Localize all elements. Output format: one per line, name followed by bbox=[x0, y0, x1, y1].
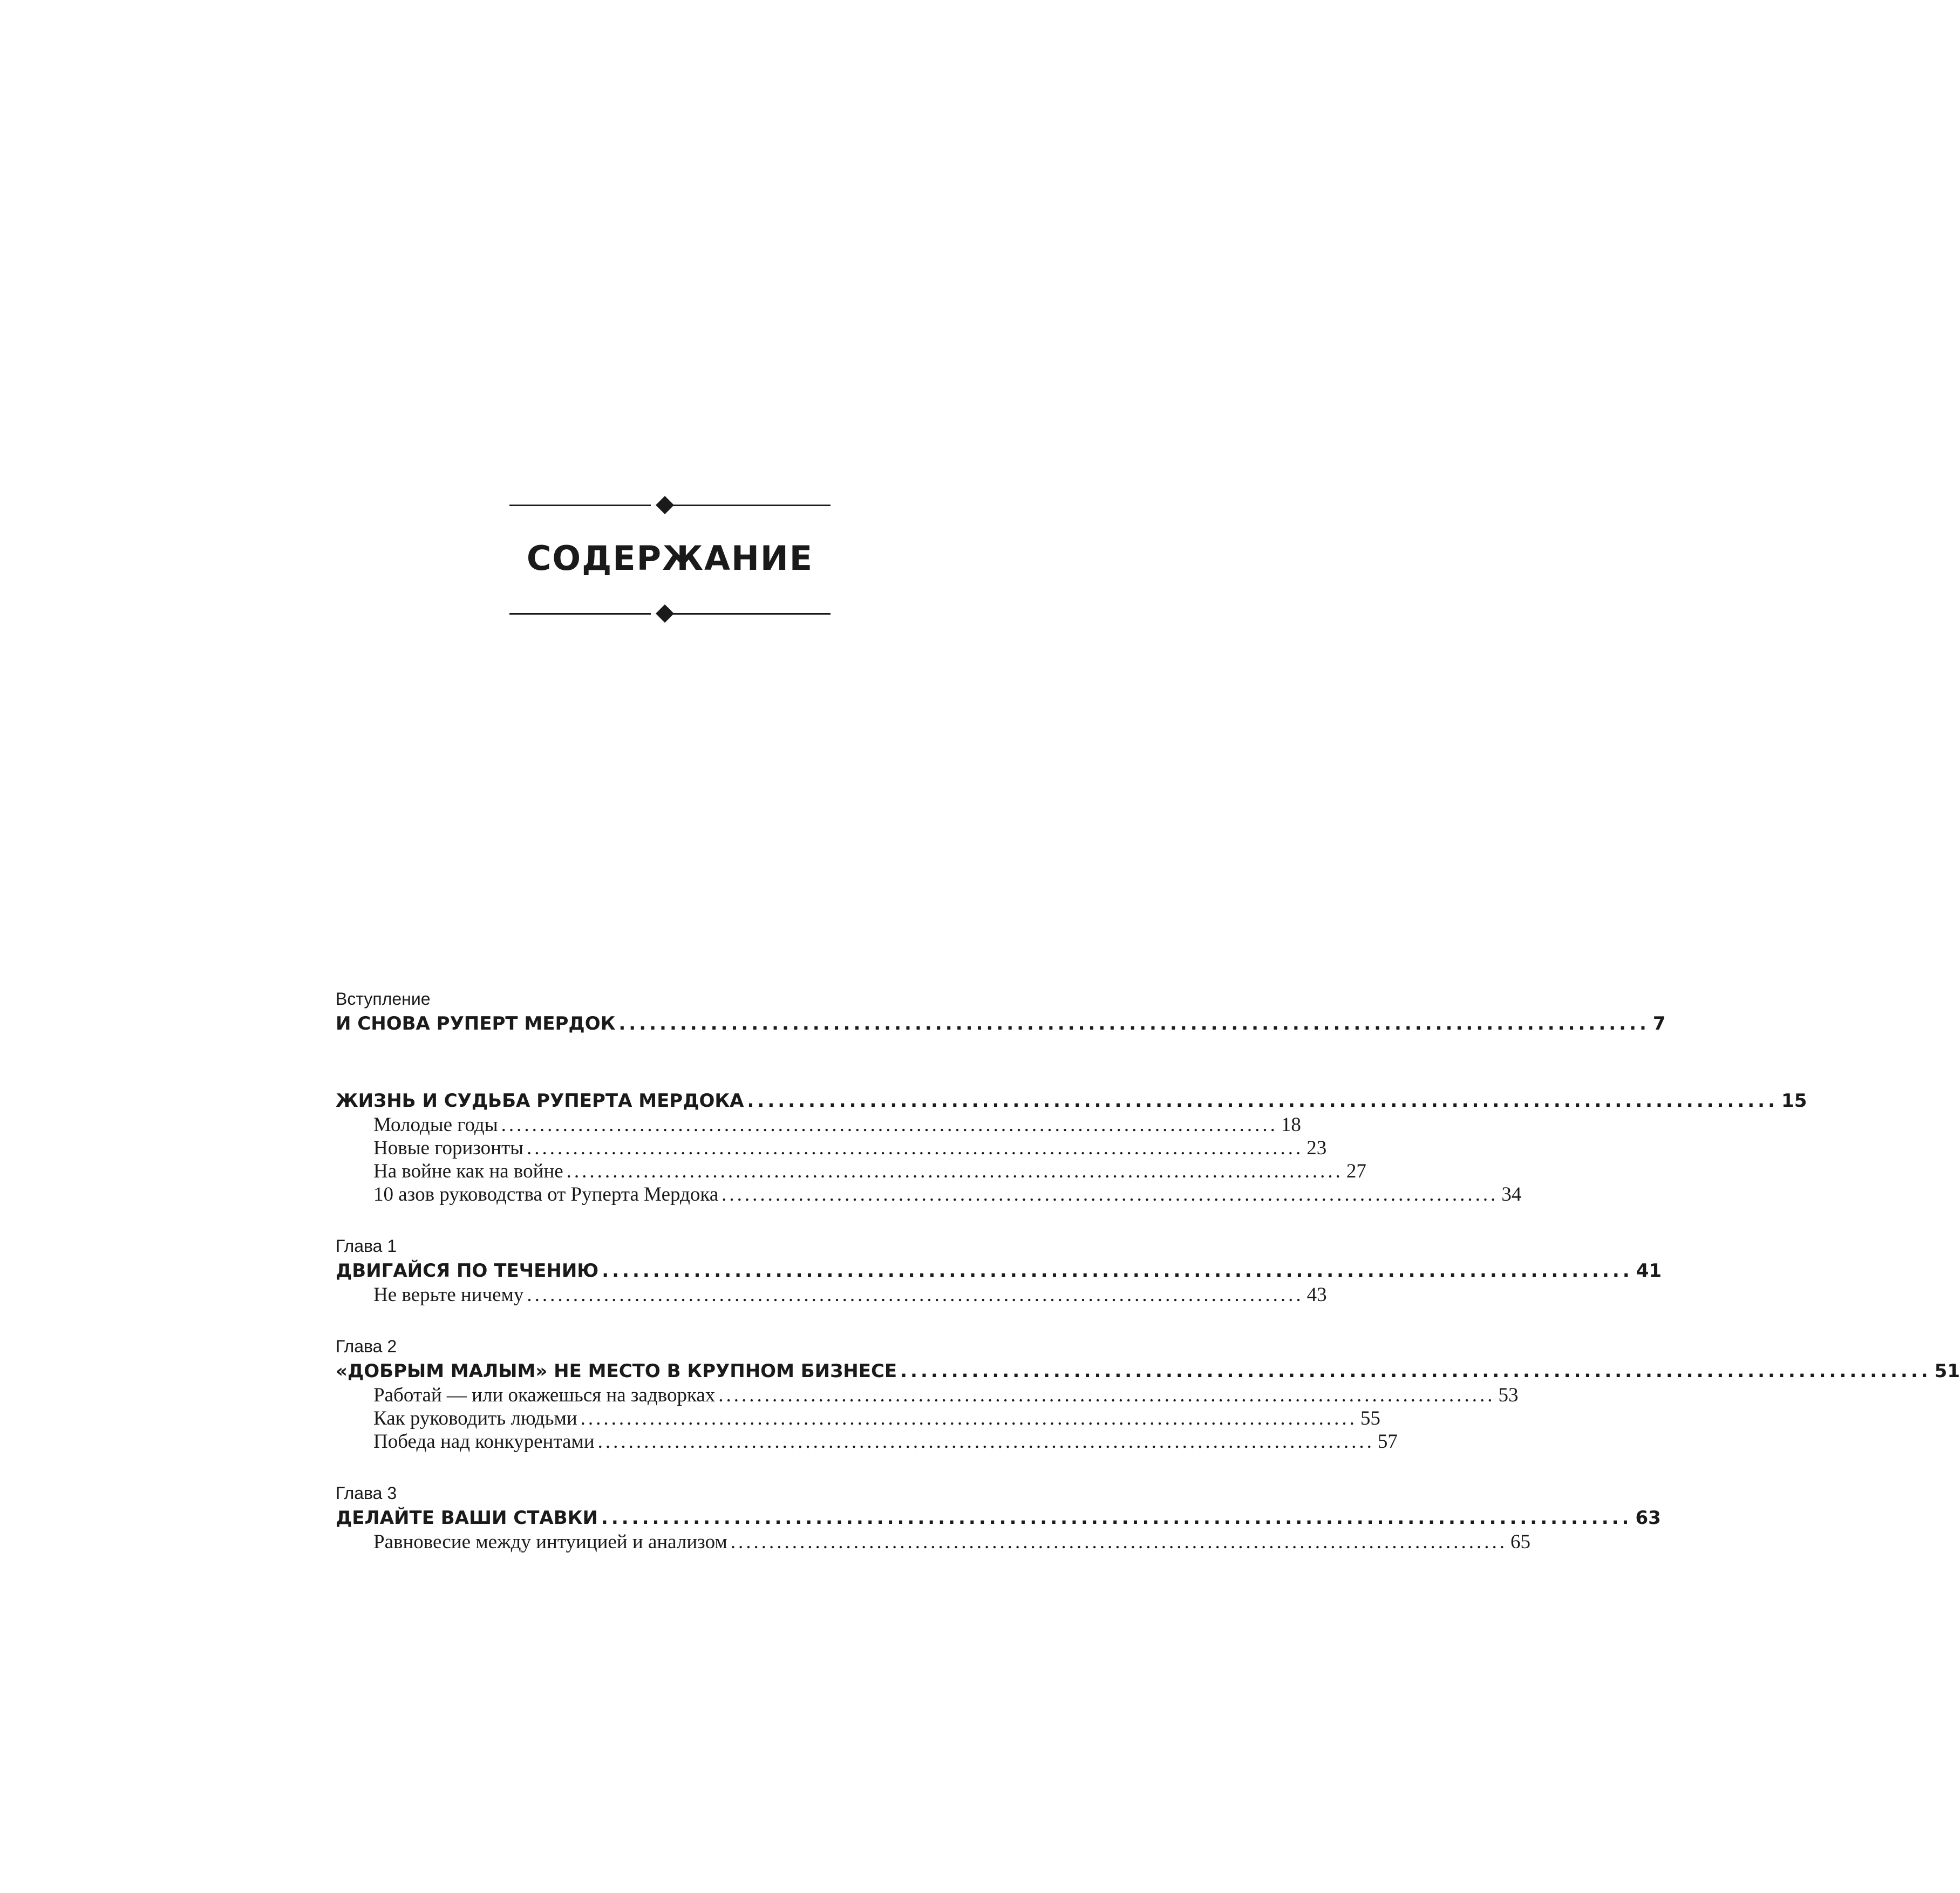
page-number: 65 bbox=[1510, 1531, 1531, 1553]
toc-subsection-entry[interactable] bbox=[336, 1430, 1398, 1453]
page-number: 55 bbox=[1360, 1407, 1380, 1429]
toc-chapter-entry[interactable] bbox=[336, 1506, 1661, 1530]
toc-section bbox=[336, 1234, 1662, 1306]
entry-title: Молодые годы bbox=[373, 1114, 498, 1136]
toc-subsection-entry[interactable] bbox=[336, 1407, 1380, 1430]
entry-title: ЖИЗНЬ И СУДЬБА РУПЕРТА МЕРДОКА bbox=[336, 1090, 744, 1112]
entry-title: «ДОБРЫМ МАЛЫМ» НЕ МЕСТО В КРУПНОМ БИЗНЕСЕ bbox=[336, 1360, 897, 1382]
toc-chapter-entry[interactable] bbox=[336, 1088, 1807, 1113]
page-number: 43 bbox=[1306, 1284, 1327, 1306]
dot-leader: ..................................................................................................... bbox=[602, 1260, 1633, 1282]
title-ornament-top bbox=[509, 498, 831, 513]
dot-leader: ..................................................................................................... bbox=[900, 1360, 1931, 1382]
section-spacer bbox=[336, 1453, 1003, 1481]
dot-leader: ..................................................................................................... bbox=[501, 1114, 1278, 1136]
entry-title: ДВИГАЙСЯ ПО ТЕЧЕНИЮ bbox=[336, 1260, 599, 1282]
ornament-rule-left bbox=[509, 613, 651, 615]
toc-section bbox=[336, 1334, 1960, 1453]
toc-chapter-entry[interactable] bbox=[336, 1258, 1662, 1283]
page-number: 34 bbox=[1501, 1183, 1522, 1206]
section-label: Глава 2 bbox=[336, 1337, 397, 1356]
ornament-rule-right bbox=[670, 505, 831, 506]
toc-subsection-entry[interactable] bbox=[336, 1136, 1327, 1160]
toc-subsection-entry[interactable] bbox=[336, 1283, 1327, 1306]
ornament-rule-left bbox=[509, 505, 651, 506]
page-number: 15 bbox=[1781, 1090, 1807, 1112]
toc-subsection-entry[interactable] bbox=[336, 1384, 1519, 1407]
page-number: 51 bbox=[1934, 1360, 1960, 1382]
toc-subsection-entry[interactable] bbox=[336, 1530, 1531, 1554]
entry-title: Новые горизонты bbox=[373, 1137, 524, 1159]
section-label: Глава 1 bbox=[336, 1236, 397, 1256]
toc-section bbox=[336, 986, 1666, 1036]
toc-chapter-entry[interactable] bbox=[336, 1359, 1960, 1384]
entry-title: 10 азов руководства от Руперта Мердока bbox=[373, 1183, 719, 1206]
toc-subsection-entry[interactable] bbox=[336, 1160, 1366, 1183]
page-number: 23 bbox=[1306, 1137, 1327, 1159]
section-label: Вступление bbox=[336, 989, 431, 1009]
section-label bbox=[336, 1064, 1003, 1088]
section-label: Глава 3 bbox=[336, 1483, 397, 1503]
toc-section bbox=[336, 1481, 1661, 1554]
dot-leader: ..................................................................................................... bbox=[730, 1531, 1508, 1553]
entry-title: Как руководить людьми bbox=[373, 1407, 577, 1429]
page-number: 41 bbox=[1636, 1260, 1662, 1282]
section-spacer bbox=[336, 1306, 1003, 1334]
page-number: 63 bbox=[1635, 1507, 1661, 1529]
dot-leader: ..................................................................................................... bbox=[527, 1137, 1304, 1159]
dot-leader: ..................................................................................................... bbox=[597, 1431, 1374, 1453]
toc-subsection-entry[interactable] bbox=[336, 1183, 1522, 1206]
dot-leader: ..................................................................................................... bbox=[747, 1090, 1779, 1112]
toc-chapter-entry[interactable] bbox=[336, 1011, 1666, 1036]
toc-section bbox=[336, 1064, 1807, 1206]
ornament-rule-right bbox=[670, 613, 831, 615]
entry-title: На войне как на войне bbox=[373, 1160, 563, 1182]
dot-leader: ..................................................................................................... bbox=[601, 1507, 1632, 1529]
dot-leader: ..................................................................................................... bbox=[566, 1160, 1343, 1182]
toc-subsection-entry[interactable] bbox=[336, 1113, 1301, 1136]
section-spacer bbox=[336, 1206, 1003, 1234]
entry-title: ДЕЛАЙТЕ ВАШИ СТАВКИ bbox=[336, 1507, 598, 1529]
dot-leader: ..................................................................................................... bbox=[722, 1183, 1499, 1206]
entry-title: Не верьте ничему bbox=[373, 1284, 524, 1306]
entry-title: Работай — или окажешься на задворках bbox=[373, 1384, 716, 1406]
dot-leader: ..................................................................................................... bbox=[718, 1384, 1495, 1406]
entry-title: Равновесие между интуицией и анализом bbox=[373, 1531, 727, 1553]
page-number: 53 bbox=[1498, 1384, 1519, 1406]
page-number: 7 bbox=[1652, 1013, 1666, 1034]
title-ornament-bottom bbox=[509, 606, 831, 621]
page-number: 18 bbox=[1281, 1114, 1301, 1136]
entry-title: Победа над конкурентами bbox=[373, 1431, 595, 1453]
page-number: 57 bbox=[1377, 1431, 1398, 1453]
entry-title: И СНОВА РУПЕРТ МЕРДОК bbox=[336, 1013, 616, 1034]
dot-leader: ..................................................................................................... bbox=[618, 1013, 1650, 1034]
section-spacer bbox=[336, 1036, 1003, 1064]
table-of-contents bbox=[336, 986, 1960, 1554]
page-number: 27 bbox=[1346, 1160, 1366, 1182]
page-title: СОДЕРЖАНИЕ bbox=[526, 539, 814, 578]
dot-leader: ..................................................................................................... bbox=[527, 1284, 1304, 1306]
dot-leader: ..................................................................................................... bbox=[580, 1407, 1357, 1429]
